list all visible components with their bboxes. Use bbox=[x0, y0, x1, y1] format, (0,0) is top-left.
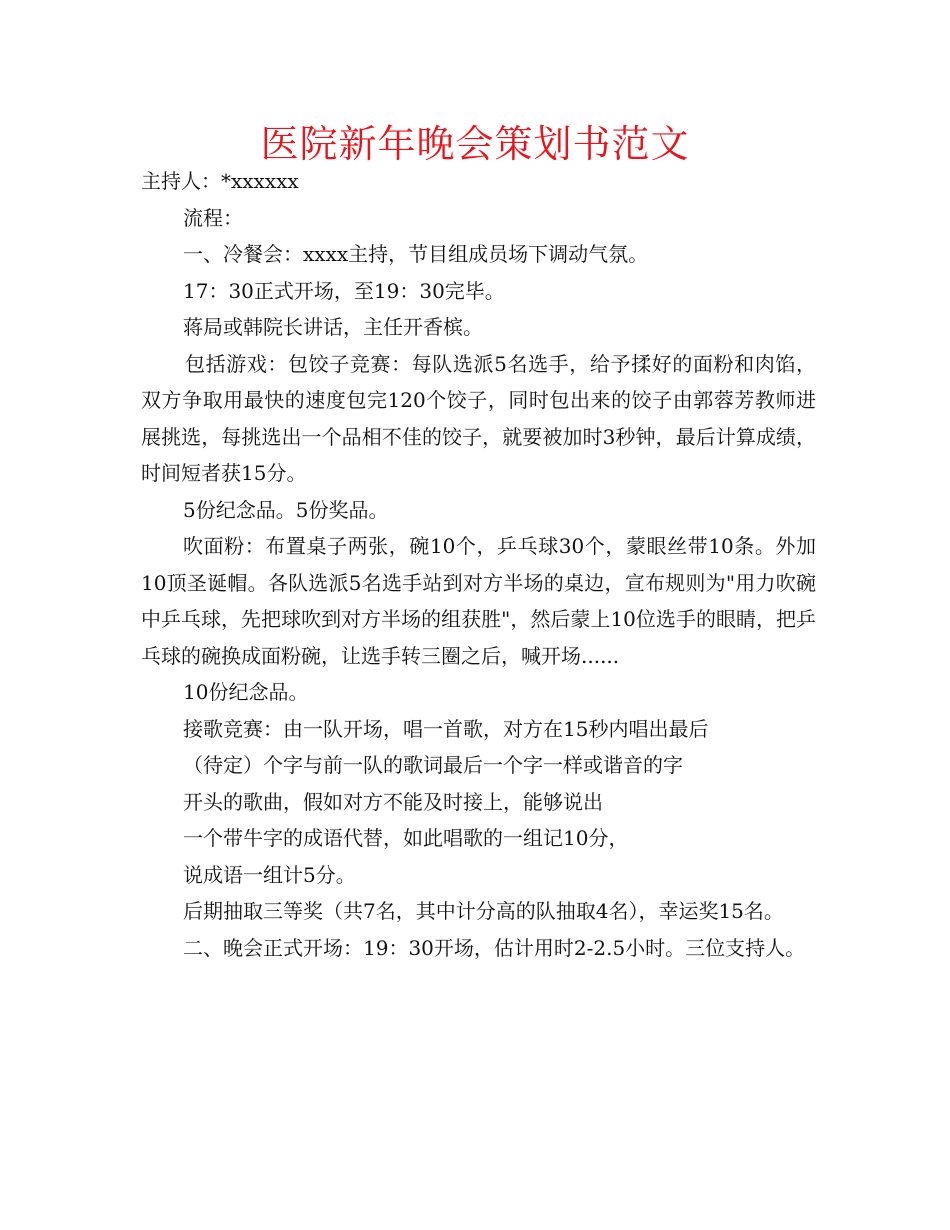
song-game-line-2: （待定）个字与前一队的歌词最后一个字一样或谐音的字 bbox=[183, 753, 683, 777]
section-cold-buffet: 一、冷餐会：xxxx主持，节目组成员场下调动气氛。 bbox=[183, 242, 649, 266]
document-body bbox=[141, 163, 816, 966]
speech-line: 蒋局或韩院长讲话，主任开香槟。 bbox=[183, 315, 483, 339]
song-game-line-1: 接歌竞赛：由一队开场，唱一首歌，对方在15秒内唱出最后 bbox=[183, 716, 709, 741]
lottery-paragraph: 后期抽取三等奖（共7名，其中计分高的队抽取4名），幸运奖15名。 bbox=[183, 899, 784, 923]
prizes-line-2: 10份纪念品。 bbox=[183, 680, 309, 704]
prizes-line-1: 5份纪念品。5份奖品。 bbox=[183, 497, 389, 522]
process-heading: 流程： bbox=[183, 205, 243, 230]
section-gala-start: 二、晚会正式开场：19：30开场，估计用时2-2.5小时。三位支持人。 bbox=[183, 935, 806, 960]
flour-game-paragraph: 吹面粉：布置桌子两张，碗10个，乒乓球30个，蒙眼丝带10条。外加10顶圣诞帽。各队选派5名选手站到对方半场的桌边，宣布规则为"用力吹碗中乒乓球，先把球吹到对方半场的组获胜"，然后蒙上10位选手的眼睛，把乒乓球的碗换成面粉碗，让选手转三圈之后，喊开场...... bbox=[141, 534, 816, 668]
schedule-line: 17：30正式开场，至19：30完毕。 bbox=[183, 278, 505, 303]
host-line: 主持人：*xxxxxx bbox=[141, 169, 299, 193]
song-game-line-3: 开头的歌曲，假如对方不能及时接上，能够说出 bbox=[183, 789, 603, 814]
song-game-line-5: 说成语一组计5分。 bbox=[183, 862, 356, 887]
song-game-line-4: 一个带牛字的成语代替，如此唱歌的一组记10分， bbox=[183, 826, 629, 850]
dumpling-game-paragraph: 包括游戏：包饺子竞赛：每队选派5名选手，给予揉好的面粉和肉馅，双方争取用最快的速度包完120个饺子，同时包出来的饺子由郭蓉芳教师进展挑选，每挑选出一个品相不佳的饺子，就要被加时3秒钟，最后计算成绩，时间短者获15分。 bbox=[141, 351, 816, 485]
document-title: 医院新年晚会策划书范文 bbox=[260, 122, 690, 166]
